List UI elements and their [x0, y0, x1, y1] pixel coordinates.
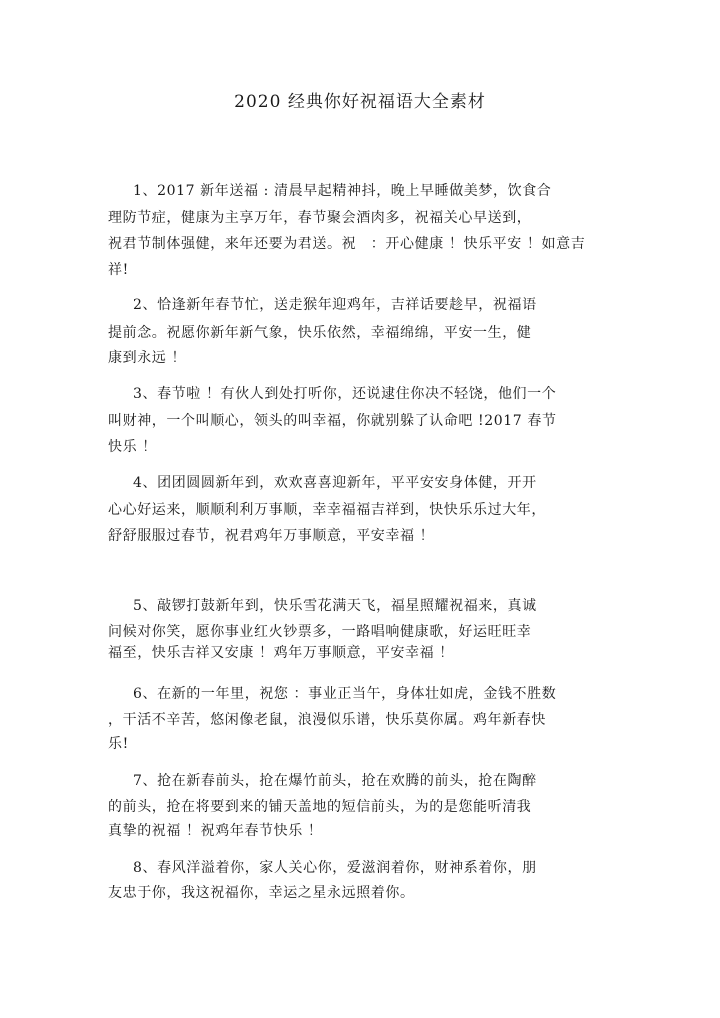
paragraph-1-line-4: 祥! — [108, 262, 129, 278]
paragraph-1-line-2: 理防节症，健康为主享万年，春节聚会酒肉多，祝福关心早送到， — [108, 210, 532, 226]
paragraph-6-line-3: 乐! — [108, 736, 129, 752]
paragraph-6-line-2: ，干活不辛苦，悠闲像老鼠，浪漫似乐谱，快乐莫你属。鸡年新春快 — [108, 712, 546, 728]
paragraph-2-line-2: 提前念。祝愿你新年新气象，快乐依然，幸福绵绵，平安一生，健 — [108, 325, 532, 341]
document-title: 2020 经典你好祝福语大全素材 — [234, 92, 486, 112]
paragraph-7-line-3: 真挚的祝福 ！祝鸡年春节快乐 ！ — [108, 823, 323, 839]
paragraph-8-line-2: 友忠于你，我这祝福你，幸运之星永远照着你。 — [108, 885, 415, 901]
paragraph-5-line-1: 5、敲锣打鼓新年到，快乐雪花满天飞，福星照耀祝福来，真诚 — [133, 598, 537, 614]
paragraph-3-line-2: 叫财神，一个叫顺心，领头的叫幸福，你就别躲了认命吧 !2017 春节 — [108, 413, 557, 429]
paragraph-3-line-3: 快乐 ！ — [108, 439, 157, 455]
paragraph-4-line-2: 心心好运来，顺顺利利万事顺，幸幸福福吉祥到，快快乐乐过大年， — [108, 502, 546, 518]
paragraph-4-line-3: 舒舒服服过春节，祝君鸡年万事顺意，平安幸福 ！ — [108, 528, 435, 544]
paragraph-3-line-1: 3、春节啦 ！有伙人到处打听你，还说逮住你决不轻饶，他们一个 — [133, 386, 557, 402]
paragraph-5-line-3: 福至，快乐吉祥又安康 ！鸡年万事顺意，平安幸福 ！ — [108, 645, 454, 661]
paragraph-7-line-1: 7、抢在新春前头，抢在爆竹前头，抢在欢腾的前头，抢在陶醉 — [133, 773, 537, 789]
paragraph-1-line-3: 祝君节制体强健，来年还要为君送。祝 ：开心健康 ！快乐平安 ！如意吉 — [108, 236, 586, 252]
paragraph-2-line-1: 2、恰逢新年春节忙，送走猴年迎鸡年，吉祥话要趁早，祝福语 — [133, 297, 537, 313]
paragraph-7-line-2: 的前头，抢在将要到来的铺天盖地的短信前头，为的是您能听清我 — [108, 799, 532, 815]
paragraph-2-line-3: 康到永远 ！ — [108, 350, 187, 366]
paragraph-5-line-2: 问候对你笑，愿你事业红火钞票多，一路唱响健康歌，好运旺旺幸 — [108, 624, 532, 640]
paragraph-4-line-1: 4、团团圆圆新年到，欢欢喜喜迎新年，平平安安身体健，开开 — [133, 475, 537, 491]
paragraph-6-line-1: 6、在新的一年里，祝您 ：事业正当午，身体壮如虎，金钱不胜数 — [133, 686, 557, 702]
paragraph-1-line-1: 1、2017 新年送福 : 清晨早起精神抖，晚上早睡做美梦，饮食合 — [133, 183, 552, 199]
paragraph-8-line-1: 8、春风洋溢着你，家人关心你，爱滋润着你，财神系着你，朋 — [133, 860, 537, 876]
